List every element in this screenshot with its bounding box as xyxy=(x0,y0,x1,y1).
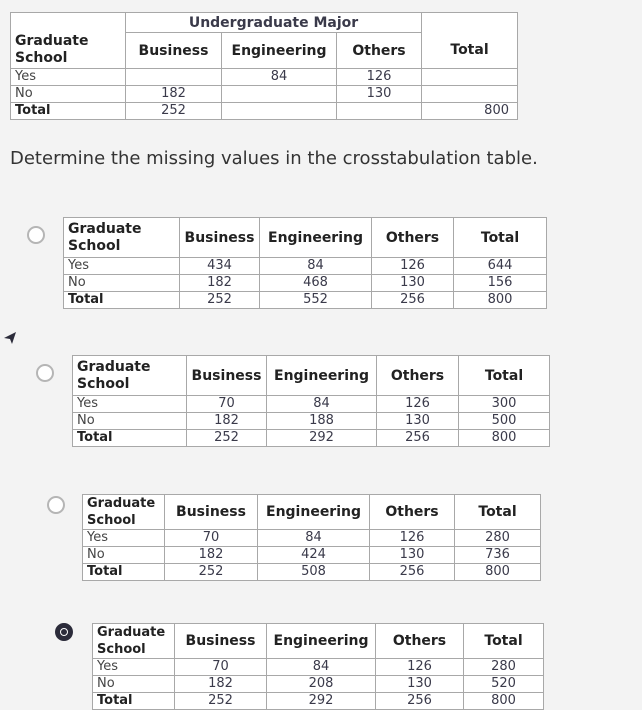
cell: 126 xyxy=(337,69,422,86)
cell xyxy=(422,69,518,86)
col-total-header: Total xyxy=(464,624,544,659)
option-b-table[interactable] xyxy=(72,355,550,447)
row-no-label: No xyxy=(73,413,187,430)
cell: 644 xyxy=(454,258,547,275)
cell: 300 xyxy=(459,396,550,413)
cell: 434 xyxy=(180,258,260,275)
prompt-empty-top-right xyxy=(422,13,518,33)
cell: 252 xyxy=(126,103,222,120)
col-total-header: Total xyxy=(459,356,550,396)
cell: 188 xyxy=(267,413,377,430)
col-others-header: Others xyxy=(377,356,459,396)
graduate-school-header: Graduate School xyxy=(11,33,126,69)
col-business-header: Business xyxy=(175,624,267,659)
prompt-crosstab-table xyxy=(10,12,518,120)
option-a-table[interactable] xyxy=(63,217,547,309)
cell: 130 xyxy=(337,86,422,103)
cell: 520 xyxy=(464,676,544,693)
cell: 292 xyxy=(267,430,377,447)
row-no-label: No xyxy=(93,676,175,693)
graduate-school-header: Graduate School xyxy=(93,624,175,659)
cell: 84 xyxy=(260,258,372,275)
col-total-header: Total xyxy=(422,33,518,69)
col-engineering-header: Engineering xyxy=(222,33,337,69)
col-engineering-header: Engineering xyxy=(260,218,372,258)
cell: 552 xyxy=(260,292,372,309)
cell: 182 xyxy=(126,86,222,103)
cell: 84 xyxy=(222,69,337,86)
cell xyxy=(422,86,518,103)
col-others-header: Others xyxy=(337,33,422,69)
cell: 126 xyxy=(377,396,459,413)
option-a-radio[interactable] xyxy=(27,226,45,244)
option-d-table[interactable] xyxy=(92,623,544,710)
cell: 280 xyxy=(455,530,541,547)
row-no-label: No xyxy=(11,86,126,103)
row-no-label: No xyxy=(64,275,180,292)
col-business-header: Business xyxy=(165,495,258,530)
row-yes-label: Yes xyxy=(11,69,126,86)
cell: 252 xyxy=(180,292,260,309)
col-business-header: Business xyxy=(126,33,222,69)
cell: 800 xyxy=(459,430,550,447)
cell: 126 xyxy=(370,530,455,547)
graduate-school-header: Graduate School xyxy=(83,495,165,530)
cell xyxy=(126,69,222,86)
col-engineering-header: Engineering xyxy=(267,356,377,396)
cell: 130 xyxy=(376,676,464,693)
row-yes-label: Yes xyxy=(93,659,175,676)
cell: 256 xyxy=(370,564,455,581)
cell: 84 xyxy=(267,659,376,676)
cell: 126 xyxy=(372,258,454,275)
mouse-cursor-icon xyxy=(3,331,17,345)
cell: 256 xyxy=(376,693,464,710)
cell: 800 xyxy=(455,564,541,581)
row-total-label: Total xyxy=(73,430,187,447)
cell: 208 xyxy=(267,676,376,693)
option-b-radio[interactable] xyxy=(36,364,54,382)
cell: 500 xyxy=(459,413,550,430)
row-total-label: Total xyxy=(83,564,165,581)
option-c-table[interactable] xyxy=(82,494,541,581)
graduate-school-header: Graduate School xyxy=(64,218,180,258)
row-yes-label: Yes xyxy=(64,258,180,275)
cell: 252 xyxy=(165,564,258,581)
cell: 70 xyxy=(187,396,267,413)
cell: 156 xyxy=(454,275,547,292)
cell: 252 xyxy=(175,693,267,710)
cell: 736 xyxy=(455,547,541,564)
cell: 84 xyxy=(258,530,370,547)
cell: 182 xyxy=(180,275,260,292)
cell: 84 xyxy=(267,396,377,413)
cell: 182 xyxy=(187,413,267,430)
cell: 182 xyxy=(165,547,258,564)
row-no-label: No xyxy=(83,547,165,564)
cell xyxy=(222,103,337,120)
col-business-header: Business xyxy=(187,356,267,396)
row-total-label: Total xyxy=(11,103,126,120)
col-total-header: Total xyxy=(455,495,541,530)
cell: 800 xyxy=(422,103,518,120)
col-others-header: Others xyxy=(372,218,454,258)
row-yes-label: Yes xyxy=(83,530,165,547)
cell: 252 xyxy=(187,430,267,447)
cell: 800 xyxy=(464,693,544,710)
cell xyxy=(337,103,422,120)
cell: 468 xyxy=(260,275,372,292)
cell: 130 xyxy=(377,413,459,430)
cell xyxy=(222,86,337,103)
cell: 130 xyxy=(370,547,455,564)
col-others-header: Others xyxy=(376,624,464,659)
cell: 292 xyxy=(267,693,376,710)
col-engineering-header: Engineering xyxy=(258,495,370,530)
cell: 126 xyxy=(376,659,464,676)
cell: 508 xyxy=(258,564,370,581)
cell: 130 xyxy=(372,275,454,292)
cell: 424 xyxy=(258,547,370,564)
option-d-radio-selected[interactable] xyxy=(55,623,73,641)
undergraduate-major-caption: Undergraduate Major xyxy=(126,13,422,33)
col-business-header: Business xyxy=(180,218,260,258)
cell: 256 xyxy=(372,292,454,309)
cell: 800 xyxy=(454,292,547,309)
cell: 182 xyxy=(175,676,267,693)
row-yes-label: Yes xyxy=(73,396,187,413)
option-c-radio[interactable] xyxy=(47,496,65,514)
cell: 70 xyxy=(175,659,267,676)
cell: 256 xyxy=(377,430,459,447)
cell: 70 xyxy=(165,530,258,547)
graduate-school-header: Graduate School xyxy=(73,356,187,396)
row-total-label: Total xyxy=(93,693,175,710)
row-total-label: Total xyxy=(64,292,180,309)
prompt-empty-corner xyxy=(11,13,126,33)
col-engineering-header: Engineering xyxy=(267,624,376,659)
cell: 280 xyxy=(464,659,544,676)
col-total-header: Total xyxy=(454,218,547,258)
col-others-header: Others xyxy=(370,495,455,530)
question-text: Determine the missing values in the crosstabulation table. xyxy=(10,148,538,169)
